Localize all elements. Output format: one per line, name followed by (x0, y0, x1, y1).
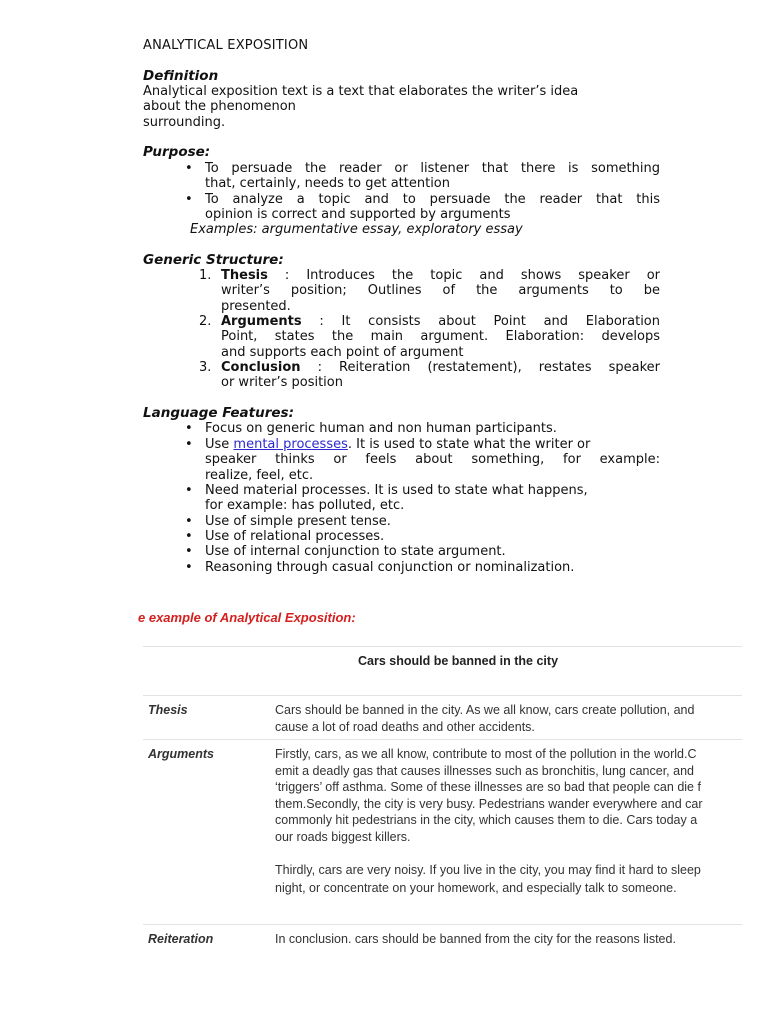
bullet-line: • Use of simple present tense. (205, 514, 391, 529)
row-label-arguments: Arguments (148, 747, 214, 761)
row-label-thesis: Thesis (148, 703, 188, 717)
bullet-line: • Use of internal conjunction to state argument. (205, 544, 506, 559)
table-rule (143, 924, 742, 925)
example-title: e example of Analytical Exposition: (138, 610, 356, 625)
feature-bullet (205, 437, 660, 483)
row-line: emit a deadly gas that causes illnesses such as bronchitis, lung cancer, and (275, 763, 694, 778)
item-line: or writer’s position (221, 375, 343, 391)
row-text-thesis (275, 702, 742, 735)
page-title: ANALYTICAL EXPOSITION (143, 38, 309, 53)
item-text: : It consists about Point and Elaboration (301, 314, 660, 329)
bullet-line: for example: has polluted, etc. (205, 498, 405, 514)
item-line (221, 360, 660, 375)
row-line: cause a lot of road deaths and other accidents. (275, 719, 535, 734)
bullet-line: realize, feel, etc. (205, 467, 314, 483)
item-line: Point, states the main argument. Elaboration: develops (221, 329, 660, 345)
definition-text (143, 84, 660, 130)
bullet-line: • Focus on generic human and non human participants. (205, 421, 557, 436)
feature-bullet (205, 421, 660, 436)
feature-bullet (205, 544, 660, 559)
item-line: presented. (221, 298, 291, 314)
definition-line: surrounding. (143, 114, 226, 130)
bullet-line: • Reasoning through casual conjunction or nominalization. (205, 560, 575, 575)
item-text: : Introduces the topic and shows speaker or (267, 268, 660, 283)
item-term: Conclusion (221, 360, 301, 375)
item-line (221, 268, 660, 283)
table-rule (143, 646, 742, 647)
language-features-heading: Language Features: (143, 405, 294, 421)
generic-structure-heading: Generic Structure: (143, 252, 284, 268)
feature-bullet (205, 560, 660, 575)
structure-item-conclusion (199, 360, 660, 391)
row-line: ‘triggers’ off asthma. Some of these illnesses are so bad that people can die f (275, 780, 701, 794)
row-line: them.Secondly, the city is very busy. Pedestrians wander everywhere and car (275, 796, 703, 811)
row-line: Thirdly, cars are very noisy. If you live in the city, you may find it hard to sleep (275, 863, 701, 877)
bullet-line: that, certainly, needs to get attention (205, 176, 450, 192)
bullet-line: speaker thinks or feels about something, for example: (205, 452, 660, 468)
definition-line: Analytical exposition text is a text that elaborates the writer’s idea (143, 84, 579, 99)
row-line: night, or concentrate on your homework, and especially talk to someone. (275, 881, 677, 895)
definition-line: about the phenomenon (143, 99, 296, 115)
row-line: Cars should be banned in the city. As we all know, cars create pollution, and (275, 703, 695, 717)
bullet-line (205, 437, 660, 452)
item-line (221, 314, 660, 329)
row-text-arguments (275, 746, 742, 897)
feature-bullet (205, 514, 660, 529)
item-text: : Reiteration (restatement), restates speaker (300, 360, 660, 375)
row-line: In conclusion. cars should be banned from the city for the reasons listed. (275, 932, 676, 946)
definition-heading: Definition (143, 68, 219, 84)
purpose-heading: Purpose: (143, 144, 211, 160)
row-spacer (275, 845, 742, 861)
item-term: Arguments (221, 314, 302, 329)
table-rule (143, 695, 742, 696)
row-line: commonly hit pedestrians in the city, which causes them to die. Cars today a (275, 813, 698, 827)
purpose-bullet (205, 192, 660, 223)
bullet-line: • To persuade the reader or listener that there is something (205, 161, 660, 176)
bullet-line: • Need material processes. It is used to state what happens, (205, 483, 588, 498)
bullet-text: Use (205, 437, 234, 452)
feature-bullet (205, 529, 660, 544)
structure-item-thesis (199, 268, 660, 314)
examples-text: Examples: argumentative essay, exploratory essay (190, 222, 523, 237)
row-line: our roads biggest killers. (275, 829, 411, 844)
item-number: 1. (199, 268, 212, 283)
bullet-line: • To analyze a topic and to persuade the reader that this (205, 192, 660, 207)
feature-bullet (205, 483, 660, 514)
table-caption: Cars should be banned in the city (357, 654, 559, 668)
bullet-line: opinion is correct and supported by arguments (205, 207, 511, 223)
item-term: Thesis (221, 268, 268, 283)
bullet-line: • Use of relational processes. (205, 529, 385, 544)
mental-processes-link[interactable]: mental processes (233, 437, 348, 452)
table-rule (143, 739, 742, 740)
purpose-bullet (205, 161, 660, 192)
row-label-reiteration: Reiteration (148, 932, 214, 946)
item-number: 3. (199, 360, 212, 375)
structure-item-arguments (199, 314, 660, 360)
example-table (143, 646, 742, 966)
bullet-text: . It is used to state what the writer or (347, 437, 591, 452)
item-line: and supports each point of argument (221, 344, 464, 360)
row-text-reiteration (275, 931, 742, 948)
row-line: Firstly, cars, as we all know, contribute to most of the pollution in the world.C (275, 747, 697, 761)
item-number: 2. (199, 314, 212, 329)
item-line: writer’s position; Outlines of the arguments to be (221, 283, 660, 299)
